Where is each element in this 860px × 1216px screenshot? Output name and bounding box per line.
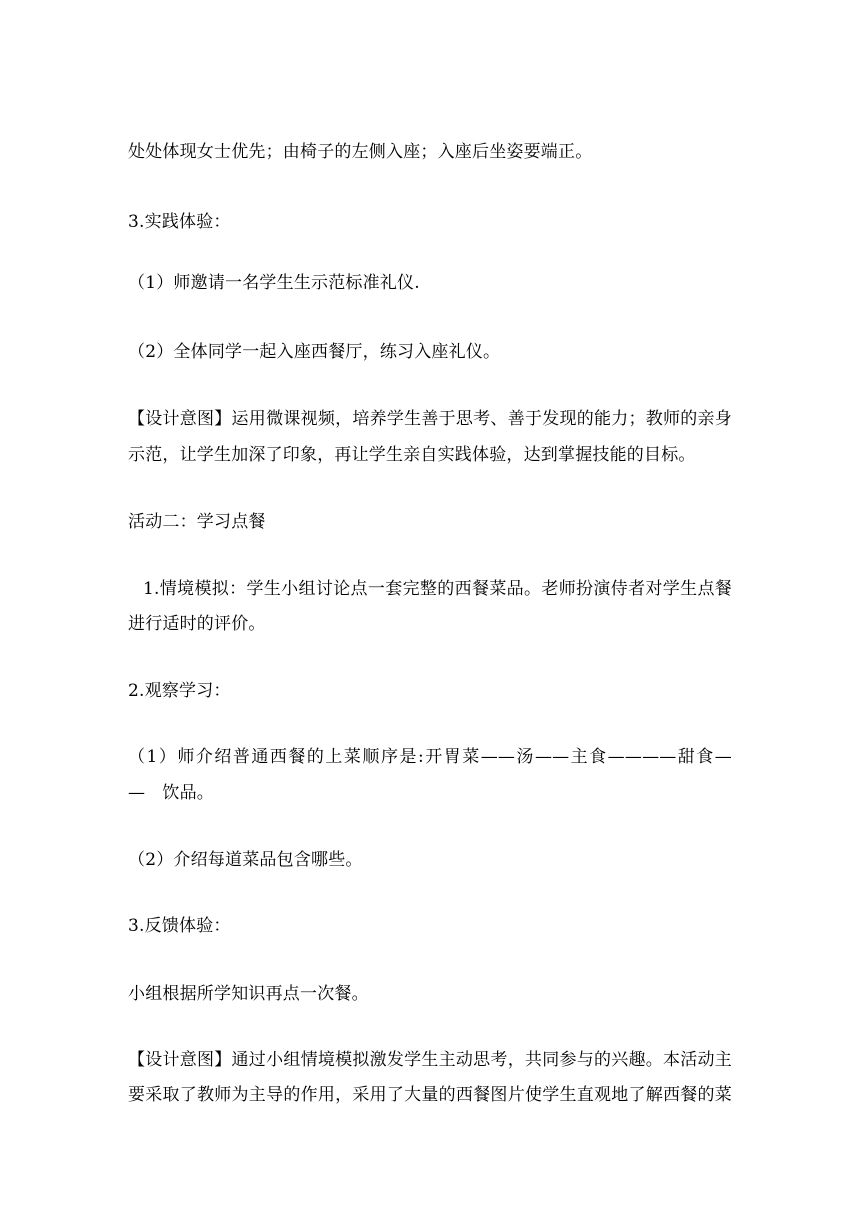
list-item: （2）全体同学一起入座西餐厅，练习入座礼仪。 <box>128 342 501 362</box>
paragraph-line: 进行适时的评价。 <box>128 614 266 634</box>
list-item: （1）师邀请一名学生生示范标准礼仪. <box>128 273 420 293</box>
section-heading: 3.实践体验： <box>128 212 231 232</box>
section-heading: 2.观察学习： <box>128 681 231 701</box>
design-intent-line: 【设计意图】运用微课视频，培养学生善于思考、善于发现的能力；教师的亲身 <box>128 409 732 429</box>
list-item: （2）介绍每道菜品包含哪些。 <box>128 850 363 870</box>
section-heading: 3.反馈体验： <box>128 916 231 936</box>
design-intent-line: 【设计意图】通过小组情境模拟激发学生主动思考，共同参与的兴趣。本活动主 <box>128 1050 732 1070</box>
paragraph-line: 处处体现女士优先；由椅子的左侧入座；入座后坐姿要端正。 <box>128 142 593 162</box>
design-intent-line: 要采取了教师为主导的作用，采用了大量的西餐图片使学生直观地了解西餐的菜 <box>128 1085 732 1105</box>
list-item: — 饮品。 <box>128 783 214 803</box>
design-intent-line: 示范，让学生加深了印象，再让学生亲自实践体验，达到掌握技能的目标。 <box>128 445 696 465</box>
paragraph-line: 1.情境模拟：学生小组讨论点一套完整的西餐菜品。老师扮演侍者对学生点餐 <box>143 579 732 599</box>
activity-heading: 活动二：学习点餐 <box>128 512 266 532</box>
list-item: （1）师介绍普通西餐的上菜顺序是:开胃菜——汤——主食————甜食— <box>128 747 732 767</box>
paragraph-line: 小组根据所学知识再点一次餐。 <box>128 984 369 1004</box>
